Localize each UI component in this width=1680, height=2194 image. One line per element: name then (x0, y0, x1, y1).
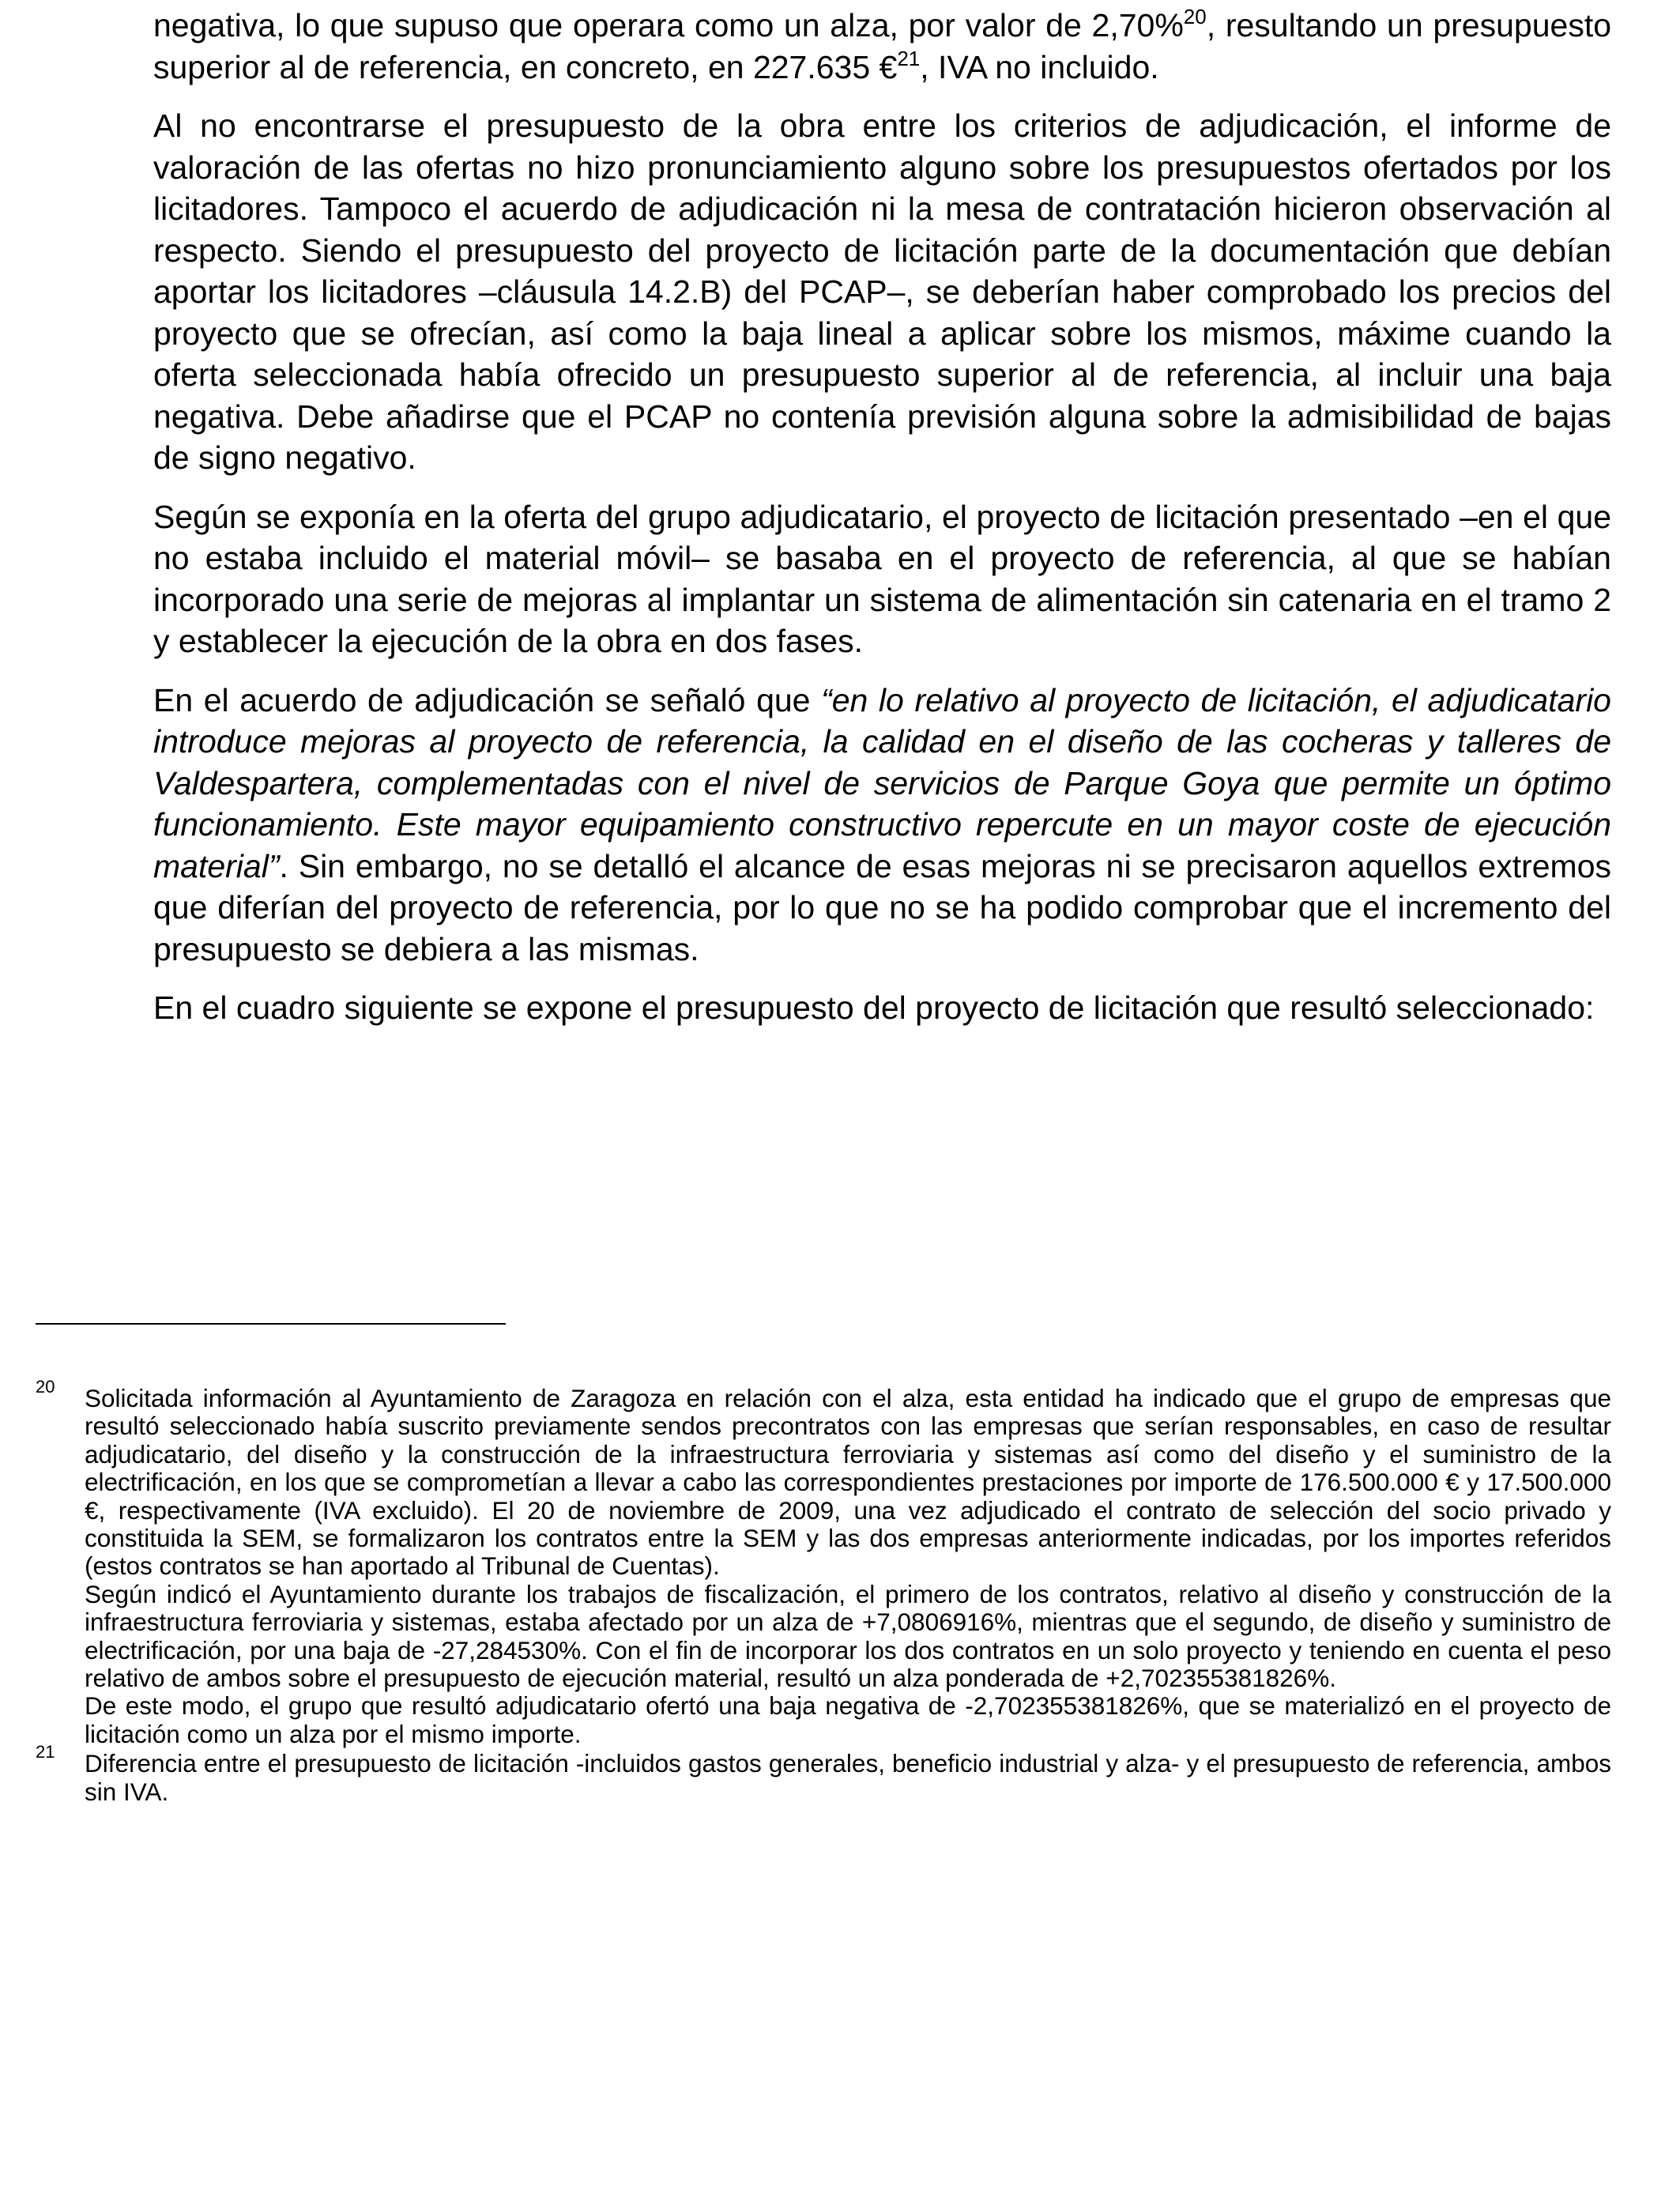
paragraph-4-text-b: . Sin embargo, no se detalló el alcance de esas mejoras ni se precisaron aquellos extremos que diferían del proyecto de referencia, por lo que no se ha podido comprobar que el incremento del presupuesto se debiera a las mismas. (153, 847, 1611, 967)
paragraph-1-text-c: , IVA no incluido. (920, 48, 1159, 85)
footnote-number: 21 (36, 1742, 55, 1762)
paragraph-3: Según se exponía en la oferta del grupo adjudicatario, el proyecto de licitación presentado –en el que no estaba incluido el material móvil– se basaba en el proyecto de referencia, al que se habían incorporado una serie de mejoras al implantar un sistema de alimentación sin catenaria en el tramo 2 y establecer la ejecución de la obra en dos fases. (153, 498, 1611, 659)
footnote-20-paragraph-1: Solicitada información al Ayuntamiento de Zaragoza en relación con el alza, esta entidad ha indicado que el grupo de empresas que resultó seleccionado había suscrito previamente sendos precontratos con las empresas que serían responsables, en caso de resultar adjudicatario, del diseño y la construcción de la infraestructura ferroviaria y sistemas así como del diseño y el suministro de la electrificación, en los que se comprometían a llevar a cabo las correspondientes prestaciones por importe de 176.500.000 € y 17.500.000 €, respectivamente (IVA excluido). El 20 de noviembre de 2009, una vez adjudicado el contrato de selección del socio privado y constituida la SEM, se formalizaron los contratos entre la SEM y las dos empresas anteriormente indicadas, por los importes referidos (estos contratos se han aportado al Tribunal de Cuentas). (85, 1384, 1611, 1581)
footnote-21-paragraph-1: Diferencia entre el presupuesto de licitación -incluidos gastos generales, beneficio industrial y alza- y el presupuesto de referencia, ambos sin IVA. (85, 1749, 1611, 1806)
paragraph-1-text-a: negativa, lo que supuso que operara como un alza, por valor de 2,70% (153, 7, 1184, 43)
footnote-20-paragraph-3: De este modo, el grupo que resultó adjudicatario ofertó una baja negativa de -2,702355381826%, que se materializó en el proyecto de licitación como un alza por el mismo importe. (85, 1691, 1611, 1748)
footnote-number: 20 (36, 1377, 55, 1397)
footnotes (36, 1377, 1611, 1806)
paragraph-2: Al no encontrarse el presupuesto de la obra entre los criterios de adjudicación, el informe de valoración de las ofertas no hizo pronunciamiento alguno sobre los presupuestos ofertados por los licitadores. Tampoco el acuerdo de adjudicación ni la mesa de contratación hicieron observación al respecto. Siendo el presupuesto del proyecto de licitación parte de la documentación que debían aportar los licitadores –cláusula 14.2.B) del PCAP–, se deberían haber comprobado los precios del proyecto que se ofrecían, así como la baja lineal a aplicar sobre los mismos, máxime cuando la oferta seleccionada había ofrecido un presupuesto superior al de referencia, al incluir una baja negativa. Debe añadirse que el PCAP no contenía previsión alguna sobre la admisibilidad de bajas de signo negativo. (153, 107, 1611, 476)
paragraph-4-text-a: En el acuerdo de adjudicación se señaló que (153, 681, 822, 718)
paragraph-4 (153, 680, 1611, 971)
footnote-21 (36, 1742, 1611, 1806)
footnote-ref-20[interactable]: 20 (1183, 5, 1207, 28)
paragraph-1 (153, 5, 1611, 88)
main-text (153, 5, 1611, 1046)
footnote-ref-21[interactable]: 21 (897, 46, 921, 70)
quoted-agreement: “en lo relativo al proyecto de licitación, el adjudicatario introduce mejoras al proyecto de referencia, la calidad en el diseño de las cocheras y talleres de Valdespartera, complementadas con el nivel de servicios de Parque Goya que permite un óptimo funcionamiento. Este mayor equipamiento constructivo repercute en un mayor coste de ejecución material” (153, 681, 1611, 884)
paragraph-5: En el cuadro siguiente se expone el presupuesto del proyecto de licitación que resultó seleccionado: (153, 990, 1595, 1026)
footnote-separator (36, 1323, 506, 1325)
footnote-20-paragraph-2: Según indicó el Ayuntamiento durante los trabajos de fiscalización, el primero de los contratos, relativo al diseño y construcción de la infraestructura ferroviaria y sistemas, estaba afectado por un alza de +7,0806916%, mientras que el segundo, de diseño y suministro de electrificación, por una baja de -27,284530%. Con el fin de incorporar los dos contratos en un solo proyecto y teniendo en cuenta el peso relativo de ambos sobre el presupuesto de ejecución material, resultó un alza ponderada de +2,702355381826%. (85, 1579, 1611, 1693)
footnote-20 (36, 1377, 1611, 1748)
paragraph-1-text-b: , resultando un presupuesto superior al de referencia, en concreto, en 227.635 € (153, 7, 1612, 85)
